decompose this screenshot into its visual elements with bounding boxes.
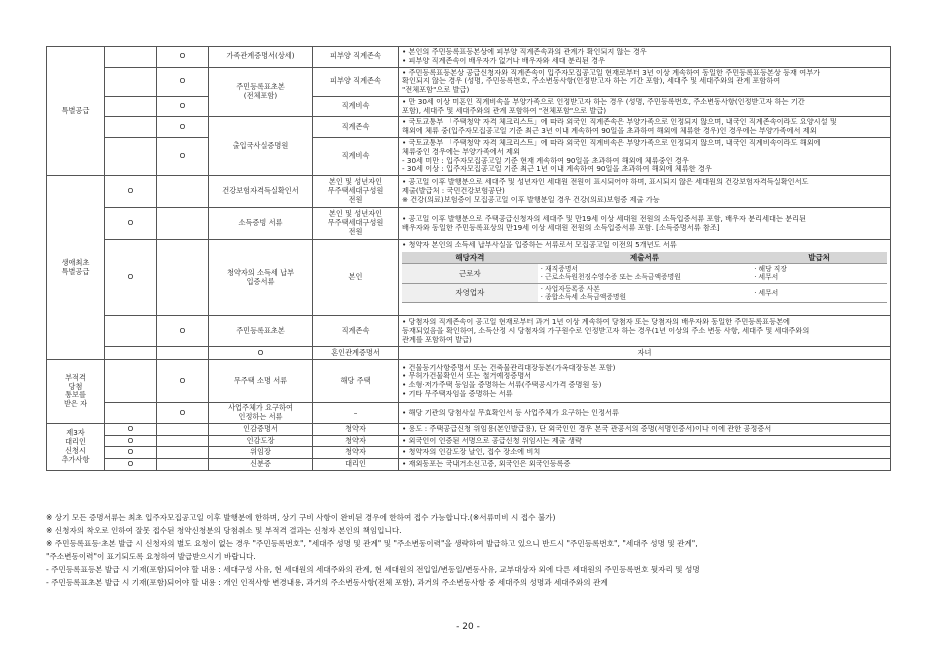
category-first-life: 생애최초 특별공급 [47, 176, 105, 360]
desc-line: • 국토교통부 「주택청약 자격 체크리스트」에 따라 외국인 직계존속은 부양가족으로 인정되지 않으며, 내국인 직계존속이라도 요양시설 및 [402, 118, 837, 127]
header-qualification: 해당자격 [402, 252, 538, 264]
documents [538, 283, 751, 303]
doc-desc [399, 96, 891, 117]
required-mark: O [105, 176, 157, 208]
desc-line: • 기타 무주택자임을 증명하는 서류 [402, 389, 513, 398]
doc-name: 청약자의 소득세 납부 입증서류 [209, 240, 313, 316]
doc-target: 청약자 [313, 423, 399, 435]
doc-target: 본인 및 성년자인 무주택세대구성원 전원 [313, 208, 399, 240]
conditional-mark [157, 435, 209, 447]
table-row [47, 240, 891, 316]
doc-target: 직계비속 [313, 138, 399, 176]
table-row [47, 117, 891, 138]
conditional-mark [157, 240, 209, 316]
doc-target: 직계존속 [313, 117, 399, 138]
desc-line: • 국토교통부 「주택청약 자격 체크리스트」에 따라 외국인 직계비속은 부양가족으로 인정되지 않으며, 내국인 직계비속이라도 해외에 [402, 139, 821, 148]
required-mark: O [105, 423, 157, 435]
doc-desc [399, 447, 891, 459]
desc-line: 관계를 포함하여 발급) [402, 335, 472, 344]
qualification: 자영업자 [402, 283, 538, 303]
doc-item: · 근로소득원천징수영수증 또는 소득금액증명원 [540, 273, 681, 282]
doc-desc [399, 47, 891, 68]
required-mark [105, 117, 157, 138]
doc-target: – [313, 403, 399, 424]
note-line: ※ 주민등록표등·초본 발급 시 신청자의 별도 요청이 없는 경우 "주민등록번호", "세대주 성명 및 관계" 및 "주소변동이력"을 생략하여 발급하고 있으니 반드시 "주민등록번호", "세대주 성명 및 관계", [46, 538, 698, 548]
required-mark: O [105, 447, 157, 459]
conditional-mark [157, 176, 209, 208]
required-mark [105, 138, 157, 176]
table-row [47, 316, 891, 347]
doc-target: 청약자 [313, 435, 399, 447]
desc-line: • 해당 기관의 당첨사실 무효확인서 등 사업주체가 요구하는 인정서류 [402, 408, 619, 417]
table-row [47, 47, 891, 68]
table-row [47, 96, 891, 117]
doc-item: · 종합소득세 소득금액증명원 [540, 292, 627, 301]
issuer [751, 283, 887, 303]
table-row [47, 435, 891, 447]
desc-line: • 공고일 이후 발행분으로 주택공급신청자의 세대주 및 만19세 이상 세대원 전원의 소득입증서류 포함, 배우자 분리세대는 분리된 [402, 214, 807, 223]
doc-name: 건강보험자격득실확인서 [209, 176, 313, 208]
table-row [47, 459, 891, 471]
category-special: 특별공급 [47, 47, 105, 176]
income-table-row [402, 283, 887, 303]
required-mark [105, 47, 157, 68]
doc-desc [399, 435, 891, 447]
required-mark [105, 67, 157, 96]
doc-target: 해당 주택 [313, 360, 399, 403]
doc-item: · 사업자등록증 사본 [540, 284, 600, 293]
conditional-mark: O [209, 347, 313, 360]
conditional-mark: O [157, 360, 209, 403]
desc-line: • 청약자 본인의 소득세 납부사실을 입증하는 서류로서 모집공고일 이전의 5개년도 서류 [402, 241, 677, 250]
doc-target: 피부양 직계존속 [313, 67, 399, 96]
doc-desc [399, 117, 891, 138]
required-mark: O [105, 240, 157, 316]
conditional-mark: O [157, 117, 209, 138]
issuer-item: · 해당 직장 [754, 265, 787, 274]
doc-target: 직계존속 [313, 316, 399, 347]
table-row [47, 67, 891, 96]
desc-line: • 본인의 주민등록표등본상에 피부양 직계존속과의 관계가 확인되지 않는 경우 [402, 48, 647, 56]
required-mark [157, 347, 209, 360]
doc-desc [399, 67, 891, 96]
conditional-mark: O [157, 96, 209, 117]
doc-target: 청약자 [313, 447, 399, 459]
table-row [47, 176, 891, 208]
conditional-mark [157, 459, 209, 471]
desc-line: • 피부양 직계존속이 배우자가 없거나 배우자와 세대 분리된 경우 [402, 56, 606, 65]
desc-line: • 무허가건물확인서 또는 철거예정증명서 [402, 372, 532, 381]
documents [538, 264, 751, 284]
table-row [47, 360, 891, 403]
note-line: ※ 상기 모든 증명서류는 최초 입주자모집공고일 이후 발행분에 한하며, 상기 구비 사항이 완비된 경우에 한하여 접수 가능합니다.(※서류미비 시 접수 불가) [46, 513, 556, 522]
table-row [47, 347, 891, 360]
notes-section [46, 512, 896, 589]
table-row [47, 208, 891, 240]
table-row [47, 423, 891, 435]
qualification: 근로자 [402, 264, 538, 284]
doc-target: 피부양 직계존속 [313, 47, 399, 68]
doc-name: 주민등록표초본 [209, 316, 313, 347]
conditional-mark [157, 208, 209, 240]
income-doc-table [402, 252, 887, 303]
doc-name: 혼인관계증명서 [313, 347, 399, 360]
desc-line: • 주민등록표등본상 공급신청자와 직계존속이 입주자모집공고일 현재로부터 3년 이상 계속하여 동일한 주민등록표등본상 등재 여부가 [402, 68, 821, 77]
required-mark: O [105, 459, 157, 471]
doc-desc [399, 316, 891, 347]
desc-line: 등재되었음을 확인하여, 소득산정 시 당첨자의 가구원수로 인정받고자 하는 경우(1년 이상의 주소 변동 사항, 세대주 및 세대주와의 [402, 326, 810, 335]
doc-name: 사업주체가 요구하여 인정하는 서류 [209, 403, 313, 424]
desc-line: 제출(발급처 : 국민건강보험공단) [402, 187, 505, 196]
doc-desc [399, 240, 891, 316]
desc-line: - 30세 이상 : 입주자모집공고일 기준 최근 1년 이내 계속하여 90일을 초과하여 해외에 체류한 경우 [402, 165, 712, 174]
required-mark [105, 360, 157, 403]
issuer-item: · 세무서 [754, 273, 779, 282]
desc-line: 포함), 세대주 및 세대주와의 관계 포함하여 "전체포함"으로 발급) [402, 106, 607, 115]
table-row [47, 447, 891, 459]
doc-name: 주민등록표초본 (전체포함) [209, 67, 313, 117]
doc-name: 소득증빙 서류 [209, 208, 313, 240]
doc-desc [399, 208, 891, 240]
conditional-mark: O [157, 47, 209, 68]
doc-desc [399, 138, 891, 176]
desc-line: • 공고일 이후 발행분으로 세대주 및 성년자인 세대원 전원이 표시되어야 하며, 표시되지 않은 세대원의 건강보험자격득실확인서도 [402, 178, 809, 187]
desc-line: • 용도 : 주택공급신청 위임용(본인발급용), 단 외국인인 경우 본국 관공서의 증명(서명인증서)이나 이에 관한 공정증서 [402, 424, 772, 433]
desc-line: 배우자와 동일한 주민등록표상의 만19세 이상 세대원 전원의 소득입증서류 포함. [소득증명서류 참조] [402, 223, 720, 232]
issuer-item: · 세무서 [754, 288, 779, 297]
note-line: ※ 신청자의 착오로 인하여 잘못 접수된 청약신청분의 당첨취소 및 부적격 결과는 신청자 본인의 책임입니다. [46, 525, 402, 535]
header-issuer: 발급처 [751, 252, 887, 264]
desc-line: 체류중인 경우에는 부양가족에서 제외 [402, 147, 520, 156]
doc-desc [399, 423, 891, 435]
note-line: - 주민등록표초본 발급 시 기재(포함)되어야 할 내용 : 개인 인적사항 변경내용, 과거의 주소변동사항(전체 포함), 과거의 주소변동사항 중 세대주의 성명과 세대주와의 관계 [46, 577, 608, 587]
income-table-row [402, 264, 887, 284]
conditional-mark: O [157, 138, 209, 176]
desc-line: • 만 30세 이상 미혼인 직계비속을 부양가족으로 인정받고자 하는 경우 (성명, 주민등록번호, 주소변동사항(인정받고자 하는 기간 [402, 97, 805, 106]
doc-name: 위임장 [209, 447, 313, 459]
category-ineligible: 부적격 당첨 통보를 받은 자 [47, 360, 105, 424]
desc-line: 확인되지 않는 경우 (성명, 주민등록번호, 주소변동사항(인정받고자 하는 기간 포함), 세대주 및 세대주와의 관계 포함하여 [402, 77, 781, 86]
desc-line: • 재외동포는 국내거소신고증, 외국인은 외국인등록증 [402, 460, 571, 469]
doc-desc [399, 176, 891, 208]
doc-item: · 재직증명서 [540, 265, 578, 274]
doc-target: 직계비속 [313, 96, 399, 117]
issuer [751, 264, 887, 284]
conditional-mark [157, 423, 209, 435]
doc-name: 무주택 소명 서류 [209, 360, 313, 403]
doc-name: 인감도장 [209, 435, 313, 447]
required-mark [105, 316, 157, 347]
doc-desc [399, 360, 891, 403]
doc-target: 본인 [313, 240, 399, 316]
desc-line: • 건물등기사항증명서 또는 건축물관리대장등본(가옥대장등본 포함) [402, 363, 616, 372]
conditional-mark: O [157, 67, 209, 96]
doc-target: 자녀 [399, 347, 891, 360]
desc-line: • 당첨자의 직계존속이 공고일 현재로부터 과거 1년 이상 계속하여 당첨자 또는 당첨자의 배우자와 동일한 주민등록표등본에 [402, 317, 790, 326]
note-line: "주소변동이력"이 표기되도록 요청하여 발급받으시기 바랍니다. [46, 551, 256, 561]
desc-line: - 30세 미만 : 입주자모집공고일 기준 현재 계속하여 90일을 초과하여 해외에 체류중인 경우 [402, 156, 689, 165]
doc-name: 가족관계증명서(상세) [209, 47, 313, 68]
required-mark: O [105, 208, 157, 240]
conditional-mark: O [157, 316, 209, 347]
desc-line: • 청약자의 인감도장 날인, 접수 장소에 비치 [402, 448, 541, 457]
desc-line: 해외에 체류 중(입주자모집공고일 기준 최근 3년 이내 계속하여 90일을 초과하여 해외에 체류한 경우)인 경우에는 부양가족에서 제외 [402, 127, 817, 136]
doc-name: 신분증 [209, 459, 313, 471]
required-mark [105, 96, 157, 117]
required-mark [105, 403, 157, 424]
page-number: - 20 - [456, 622, 480, 632]
header-documents: 제출서류 [538, 252, 751, 264]
doc-name: 인감증명서 [209, 423, 313, 435]
income-table-header [402, 252, 887, 264]
doc-name: 출입국사실증명원 [209, 117, 313, 176]
desc-line: • 소형·저가주택 등임을 증명하는 서류(주택공시가격 증명원 등) [402, 381, 602, 390]
doc-desc [399, 403, 891, 424]
table-row [47, 403, 891, 424]
note-line: - 주민등록표등본 발급 시 기재(포함)되어야 할 내용 : 세대구성 사유, 현 세대원의 세대주와의 관계, 현 세대원의 전입일/변동일/변동사유, 교부대상자 외에 다른 세대원의 주민등록번호 뒷자리 및 성명 [46, 564, 700, 574]
desc-line: "전체포함"으로 발급) [402, 86, 470, 95]
desc-line: ※ 건강(의료)보험증이 모집공고일 이후 발행분일 경우 건강(의료)보험증 제출 가능 [402, 196, 660, 205]
category-blank [105, 347, 157, 360]
required-mark: O [105, 435, 157, 447]
doc-target: 대리인 [313, 459, 399, 471]
conditional-mark [157, 447, 209, 459]
conditional-mark: O [157, 403, 209, 424]
document-table [46, 46, 891, 471]
table-row [47, 138, 891, 176]
category-proxy: 제3자 대리인 신청시 추가사항 [47, 423, 105, 470]
doc-target: 본인 및 성년자인 무주택세대구성원 전원 [313, 176, 399, 208]
doc-desc [399, 459, 891, 471]
desc-line: • 외국인이 인증된 서명으로 공급신청 위임시는 제출 생략 [402, 436, 582, 445]
